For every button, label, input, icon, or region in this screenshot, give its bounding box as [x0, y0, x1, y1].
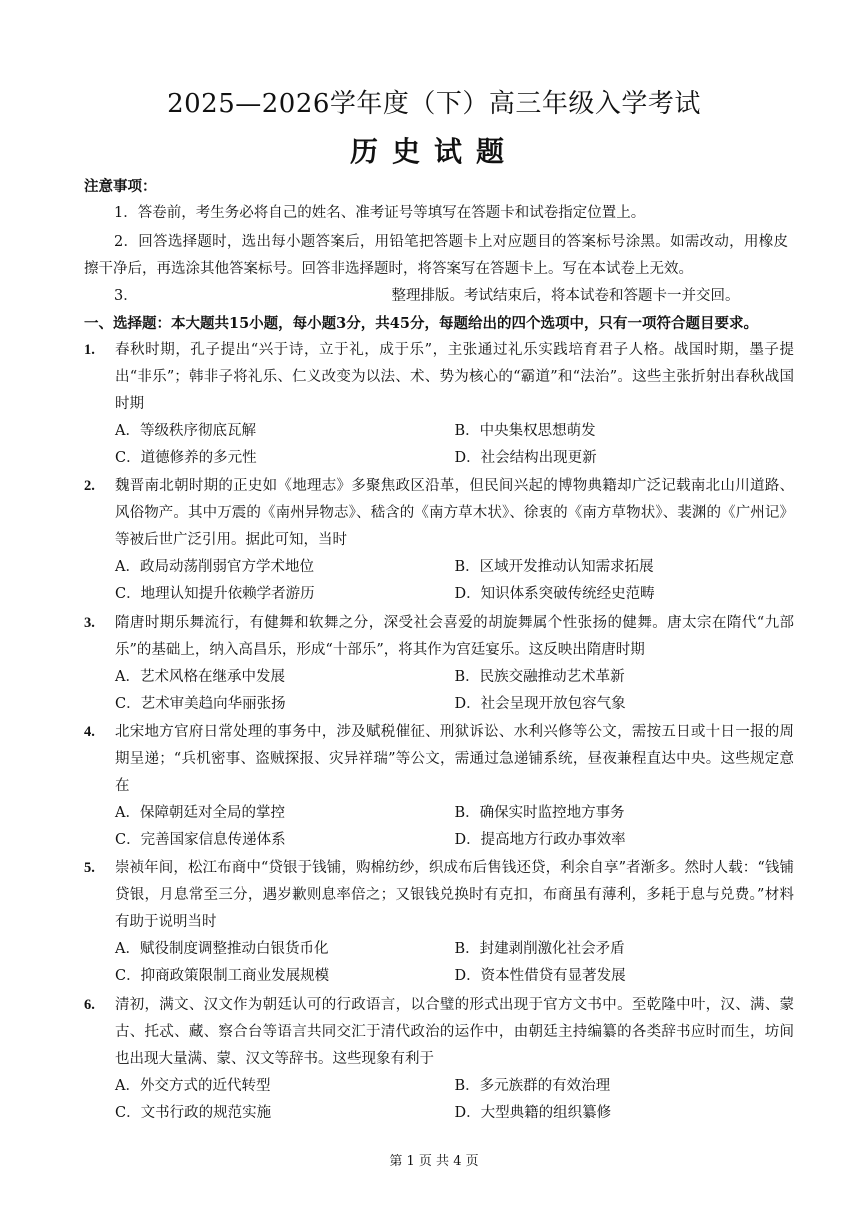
- option-a[interactable]: A．外交方式的近代转型: [115, 1078, 271, 1094]
- question-6: [84, 992, 794, 1127]
- page-footer: 第 1 页 共 4 页: [389, 1154, 479, 1169]
- question-number: 3.: [84, 615, 95, 631]
- question-3: [84, 610, 794, 718]
- option-a[interactable]: A．保障朝廷对全局的掌控: [115, 805, 285, 821]
- question-number: 6.: [84, 997, 95, 1013]
- notice-item-2: 2．回答选择题时，选出每小题答案后，用铅笔把答题卡上对应题目的答案标号涂黑。如需改动，用橡皮擦干净后，再选涂其他答案标号。回答非选择题时，将答案写在答题卡上。写在本试卷上无效。: [84, 234, 788, 277]
- question-1: [84, 337, 794, 472]
- exam-title: 2025—2026学年度（下）高三年级入学考试: [167, 89, 701, 119]
- notice-heading: 注意事项：: [84, 178, 157, 195]
- option-d[interactable]: D．资本性借贷有显著发展: [454, 968, 626, 984]
- question-stem: 隋唐时期乐舞流行，有健舞和软舞之分，深受社会喜爱的胡旋舞属个性张扬的健舞。唐太宗在隋代“九部乐”的基础上，纳入高昌乐，形成“十部乐”，将其作为宫廷宴乐。这反映出隋唐时期: [115, 615, 794, 658]
- option-d[interactable]: D．社会呈现开放包容气象: [454, 696, 626, 712]
- option-b[interactable]: B．封建剥削激化社会矛盾: [454, 941, 625, 957]
- option-c[interactable]: C．抑商政策限制工商业发展规模: [115, 968, 330, 984]
- question-2: [84, 473, 794, 608]
- option-a[interactable]: A．艺术风格在继承中发展: [115, 669, 285, 685]
- option-b[interactable]: B．民族交融推动艺术革新: [454, 669, 625, 685]
- question-stem: 崇祯年间，松江布商中“贷银于钱铺，购棉纺纱，织成布后售钱还贷，利余自享”者渐多。然时人载：“钱铺贷银，月息常至三分，遇岁歉则息率倍之；又银钱兑换时有克扣，布商虽有薄利，多耗于息与兑费。”材料有助于说明当时: [115, 860, 794, 930]
- option-b[interactable]: B．确保实时监控地方事务: [454, 805, 625, 821]
- option-c[interactable]: C．地理认知提升依赖学者游历: [115, 586, 315, 602]
- question-number: 5.: [84, 860, 95, 876]
- question-number: 1.: [84, 342, 95, 358]
- option-d[interactable]: D．社会结构出现更新: [454, 450, 597, 466]
- question-number: 2.: [84, 478, 95, 494]
- question-5: [84, 855, 794, 990]
- section-heading: 一、选择题：本大题共15小题，每小题3分，共45分，每题给出的四个选项中，只有一项符合题目要求。: [84, 315, 758, 332]
- notice-item-3: 3． 整理排版。考试结束后，将本试卷和答题卡一并交回。: [114, 288, 740, 304]
- subject-title: 历史试题: [349, 135, 518, 168]
- option-c[interactable]: C．完善国家信息传递体系: [115, 832, 286, 848]
- option-c[interactable]: C．艺术审美趋向华丽张扬: [115, 696, 286, 712]
- question-stem: 春秋时期，孔子提出“兴于诗，立于礼，成于乐”，主张通过礼乐实践培育君子人格。战国时期，墨子提出“非乐”；韩非子将礼乐、仁义改变为以法、术、势为核心的“霸道”和“法治”。这些主张折射出春秋战国时期: [115, 342, 794, 412]
- option-d[interactable]: D．提高地方行政办事效率: [454, 832, 626, 848]
- option-a[interactable]: A．政局动荡削弱官方学术地位: [115, 559, 314, 575]
- question-stem: 清初，满文、汉文作为朝廷认可的行政语言，以合璧的形式出现于官方文书中。至乾隆中叶，汉、满、蒙古、托忒、藏、察合台等语言共同交汇于清代政治的运作中，由朝廷主持编纂的各类辞书应时而生，坊间也出现大量满、蒙、汉文等辞书。这些现象有利于: [115, 997, 794, 1067]
- option-a[interactable]: A．赋役制度调整推动白银货币化: [115, 941, 329, 957]
- option-b[interactable]: B．多元族群的有效治理: [454, 1078, 611, 1094]
- option-a[interactable]: A．等级秩序彻底瓦解: [115, 423, 256, 439]
- notice-item-1: 1．答卷前，考生务必将自己的姓名、准考证号等填写在答题卡和试卷指定位置上。: [114, 205, 646, 221]
- option-b[interactable]: B．区域开发推动认知需求拓展: [454, 559, 654, 575]
- option-b[interactable]: B．中央集权思想萌发: [454, 423, 596, 439]
- option-c[interactable]: C．文书行政的规范实施: [115, 1105, 272, 1121]
- option-d[interactable]: D．大型典籍的组织纂修: [454, 1105, 612, 1121]
- question-number: 4.: [84, 724, 95, 740]
- option-c[interactable]: C．道德修养的多元性: [115, 450, 257, 466]
- question-stem: 魏晋南北朝时期的正史如《地理志》多聚焦政区沿革，但民间兴起的博物典籍却广泛记载南北山川道路、风俗物产。其中万震的《南州异物志》、嵇含的《南方草木状》、徐衷的《南方草物状》、裴渊的《广州记》等被后世广泛引用。据此可知，当时: [115, 478, 794, 548]
- question-4: [84, 719, 794, 854]
- option-d[interactable]: D．知识体系突破传统经史范畴: [454, 586, 655, 602]
- question-stem: 北宋地方官府日常处理的事务中，涉及赋税催征、刑狱诉讼、水利兴修等公文，需按五日或十日一报的周期呈递；“兵机密事、盗贼探报、灾异祥瑞”等公文，需通过急递铺系统，昼夜兼程直达中央。这些规定意在: [115, 724, 794, 794]
